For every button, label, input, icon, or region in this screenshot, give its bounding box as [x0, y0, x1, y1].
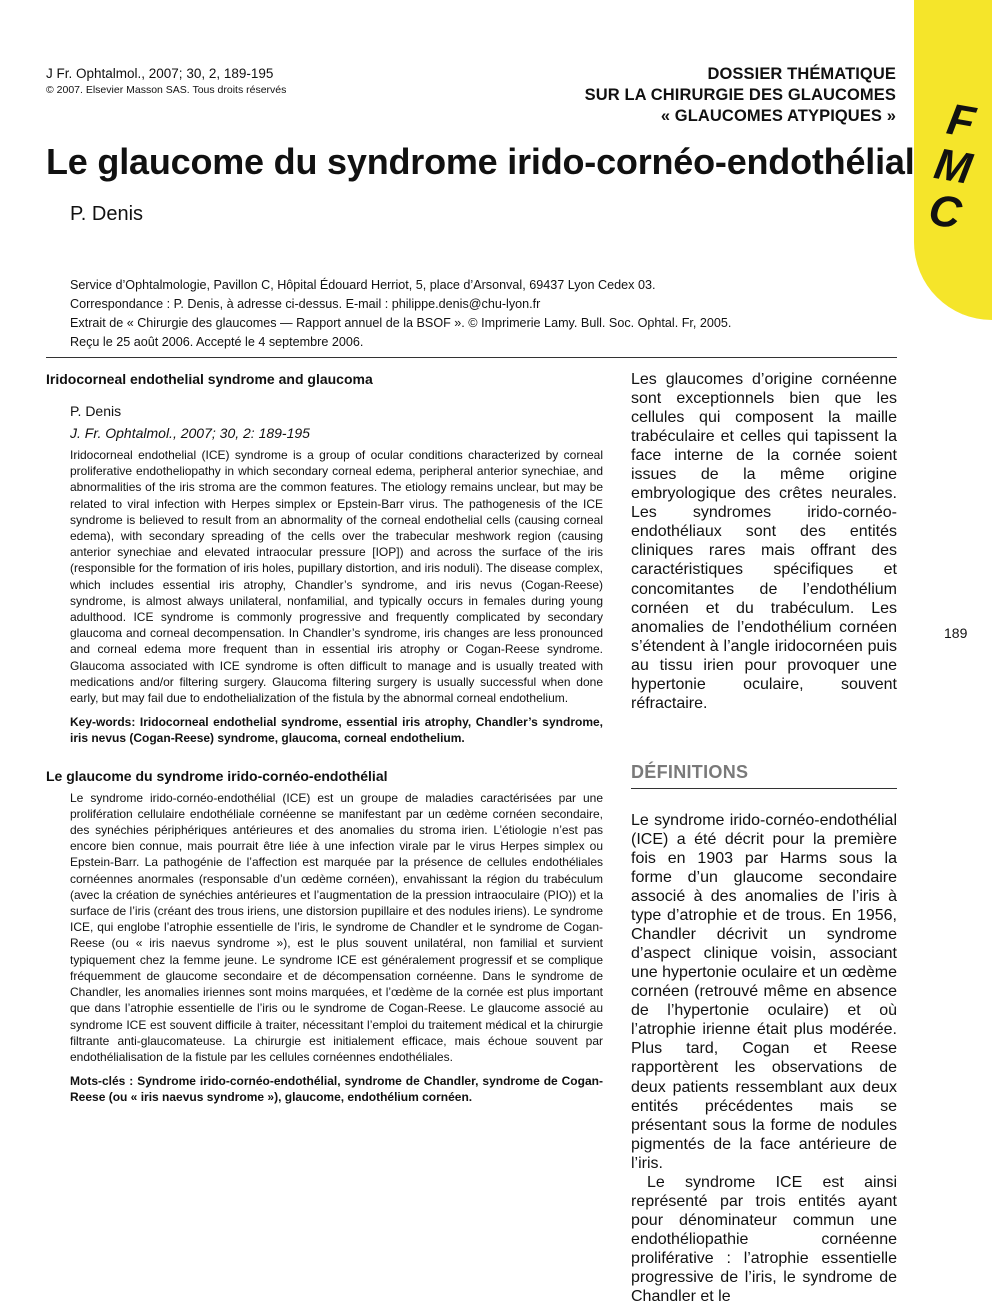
body-column — [631, 370, 897, 1306]
english-citation: J. Fr. Ophtalmol., 2007; 30, 2: 189-195 — [70, 425, 310, 441]
english-author: P. Denis — [70, 403, 122, 419]
fmc-letter: F — [943, 94, 979, 148]
dossier-line: « GLAUCOMES ATYPIQUES » — [660, 107, 896, 125]
correspondence-line: Correspondance : P. Denis, à adresse ci-dessus. E-mail : philippe.denis@chu-lyon.fr — [70, 297, 541, 311]
journal-reference: J Fr. Ophtalmol., 2007; 30, 2, 189-195 — [46, 66, 274, 81]
french-heading: Le glaucome du syndrome irido-cornéo-endothélial — [46, 767, 388, 784]
extract-line: Extrait de « Chirurgie des glaucomes — Rapport annuel de la BSOF ». © Imprimerie Lamy. Bull. Soc. Ophtal. Fr, 2005. — [70, 316, 732, 330]
mots-cles-text: Syndrome irido-cornéo-endothélial, syndrome de Chandler, syndrome de Cogan-Reese (ou « iris naevus syndrome »), glaucome, endothélium cornéen. — [70, 1074, 603, 1105]
header-divider — [46, 357, 897, 358]
dossier-line: DOSSIER THÉMATIQUE — [707, 65, 896, 83]
affiliation-block — [70, 276, 731, 352]
french-abstract: Le syndrome irido-cornéo-endothélial (ICE) est un groupe de maladies caractérisées par une prolifération cellulaire endothéliale cornéenne se manifestant par un œdème cornéen secondaire, des synéchies périphériques antérieures et des anomalies du stroma irien. L’étiologie n’est pas encore bien connue, mais pourrait être liée à une infection virale par le virus Herpes simplex ou Epstein-Barr. La pathogénie de l’affection est marquée par la présence de cellules endothéliales cornéennes anormales (responsable d’un œdème cornéen), envahissant la région du trabéculum (avec la création de synéchies antérieures et l’augmentation de la pression intraoculaire (PIO)) et la surface de l’iris (créant des trous iriens, une distorsion pupillaire et des nodules iriens). Le syndrome ICE, qui englobe l’atrophie essentielle de l’iris, le syndrome de Chandler et le syndrome de Cogan-Reese (ou « iris naevus syndrome »), est le plus souvent unilatéral, non familial et survient typiquement chez la femme jeune. Le syndrome ICE est généralement progressif et se complique fréquemment de glaucome secondaire et de décompensation cornéenne. Dans le syndrome de Chandler, les anomalies iriennes sont moins marquées, et l’œdème de la cornée est plus important que dans l’atrophie essentielle de l’iris ou le syndrome de Cogan-Reese. Le glaucome associé au syndrome ICE est souvent difficile à traiter, nécessitant l’emploi du traitement médical et la chirurgie filtrante anti-glaucomateuse. La chirurgie est initialement efficace, mais échoue souvent par endothélialisation de la fistule par les cellules cornéennes endothéliales. — [70, 790, 603, 1064]
keywords-label: Key-words: — [70, 715, 136, 730]
fmc-letters — [916, 95, 989, 240]
keywords-text: Iridocorneal endothelial syndrome, essential iris atrophy, Chandler’s syndrome, iris nevus (Cogan-Reese) syndrome, glaucoma, corneal endothelium. — [70, 715, 603, 746]
fmc-letter: C — [925, 184, 966, 239]
mots-cles-label: Mots-clés : — [70, 1074, 134, 1089]
definitions-paragraph: Le syndrome irido-cornéo-endothélial (ICE) a été décrit pour la première fois en 1903 par Harms sous la forme d’un glaucome secondaire associé à des anomalies de l’iris à type d’atrophie et de trous. En 1956, Chandler décrivit un syndrome d’aspect clinique voisin, associant une hypertonie oculaire et un œdème cornéen (retrouvé même en absence de l’hypertonie oculaire) et où l’atrophie irienne était plus modérée. Plus tard, Cogan et Reese rapportèrent les observations de deux patients ressemblant aux deux entités précédentes mais se présentant sous la forme de nodules pigmentés de la face antérieure de l’iris. — [631, 811, 897, 1172]
received-line: Reçu le 25 août 2006. Accepté le 4 septembre 2006. — [70, 335, 364, 349]
english-keywords — [70, 714, 603, 746]
french-keywords — [70, 1073, 603, 1105]
fmc-tab — [914, 0, 992, 320]
article-author: P. Denis — [70, 203, 144, 225]
page-number: 189 — [944, 625, 968, 641]
intro-paragraph: Les glaucomes d’origine cornéenne sont exceptionnels bien que les cellules qui composent la maille trabéculaire et celles qui tapissent la face interne de la cornée soient issues de la même origine embryologique des crêtes neurales. Les syndromes irido-cornéo-endothéliaux sont des entités cliniques rares mais offrant des caractéristiques spécifiques et concomitantes de l’endothélium cornéen et du trabéculum. Les anomalies de l’endothélium cornéen s’étendent à l’angle iridocornéen puis au tissu irien pour provoquer une hypertonie oculaire, souvent réfractaire. — [631, 371, 897, 712]
definitions-heading: DÉFINITIONS — [631, 761, 897, 789]
dossier-line: SUR LA CHIRURGIE DES GLAUCOMES — [584, 86, 896, 104]
copyright-notice: © 2007. Elsevier Masson SAS. Tous droits réservés — [46, 84, 287, 96]
definitions-paragraph: Le syndrome ICE est ainsi représenté par trois entités ayant pour dénominateur commun une endothéliopathie cornéenne proliférative : l’atrophie essentielle progressive de l’iris, le syndrome de Chandler et le — [631, 1173, 897, 1306]
english-heading: Iridocorneal endothelial syndrome and glaucoma — [46, 371, 373, 387]
abstracts-column — [46, 370, 603, 1106]
affiliation-line: Service d’Ophtalmologie, Pavillon C, Hôpital Édouard Herriot, 5, place d’Arsonval, 69437 Lyon Cedex 03. — [70, 278, 656, 292]
article-title: Le glaucome du syndrome irido-cornéo-endothélial — [46, 141, 915, 182]
fmc-letter: M — [930, 139, 976, 194]
dossier-label — [585, 64, 896, 127]
english-abstract: Iridocorneal endothelial (ICE) syndrome is a group of ocular conditions characterized by corneal proliferative endotheliopathy in which secondary corneal edema, peripheral anterior synechiae, and abnormalities of the iris stroma are the common features. The etiology remains unclear, but may be related to viral infection with Herpes simplex or Epstein-Barr virus. The pathogenesis of the ICE syndrome is believed to result from an abnormality of the corneal endothelial cells (causing corneal edema), with secondary spreading of the cells over the trabecular meshwork region (causing anterior synechiae and elevated intraocular pressure [IOP]) and across the surface of the iris (responsible for the formation of iris holes, pupillary distortion, and iris noduli). The disease complex, which includes essential iris atrophy, Chandler’s syndrome, and iris nevus (Cogan-Reese) syndrome, is almost always unilateral, nonfamilial, and typically occurs in females during young adulthood. ICE syndrome is commonly progressive and frequently complicated by secondary glaucoma and corneal decompensation. In Chandler’s syndrome, iris changes are less pronounced and corneal edema more frequent than in essential iris atrophy or Cogan-Reese syndrome. Glaucoma associated with ICE syndrome is often difficult to manage and is usually treated with medications and/or filtering surgery. Glaucoma filtering surgery is usually successful when done early, but may fail due to endothelialization of the fistula by the abnormal corneal endothelium. — [70, 448, 603, 706]
